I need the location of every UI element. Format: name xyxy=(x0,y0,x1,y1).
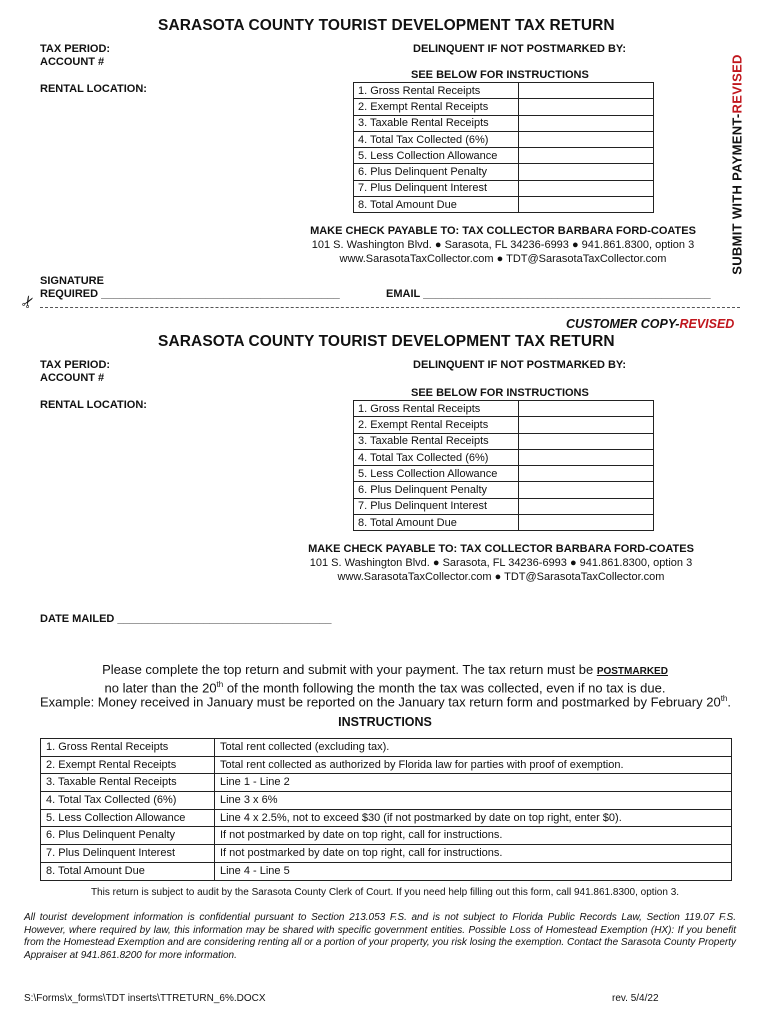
instruction-description: Line 4 x 2.5%, not to exceed $30 (if not postmarked by date on top right, enter $0). xyxy=(215,809,732,827)
instruction-description: Line 3 x 6% xyxy=(215,792,732,810)
calc-line-amount-field[interactable] xyxy=(519,401,654,417)
copy-calc-table xyxy=(353,400,654,531)
calc-line-amount-field[interactable] xyxy=(519,131,654,147)
calc-line-label: 1. Gross Rental Receipts xyxy=(354,401,519,417)
instruction-row xyxy=(41,792,732,810)
calc-line-label: 2. Exempt Rental Receipts xyxy=(354,417,519,433)
instruction-description: Total rent collected as authorized by Florida law for parties with proof of exemption. xyxy=(215,756,732,774)
calc-row xyxy=(354,115,654,131)
scissors-icon: ✂ xyxy=(18,292,40,313)
calc-line-label: 5. Less Collection Allowance xyxy=(354,466,519,482)
notice-line-2: no later than the 20th of the month following the month the tax was collected, even if no tax is due. xyxy=(104,680,666,696)
copy-payable-to: MAKE CHECK PAYABLE TO: TAX COLLECTOR BARBARA FORD-COATES xyxy=(308,543,694,555)
confidential-note: All tourist development information is confidential pursuant to Section 213.053 F.S. and is not subject to Florida Public Records Law, Section 119.07 F.S. However, where required by law, this information may be shared with specific government entities. Possible Loss of Homestead Exemption (HX): If you benefit from the Homestead Exemption and are considering renting all or a portion of your property, you risk losing the exemption. Contact the Sarasota County Property Appraiser at 941.861.8200 for more information. xyxy=(24,912,736,961)
instruction-description: If not postmarked by date on top right, call for instructions. xyxy=(215,845,732,863)
calc-line-amount-field[interactable] xyxy=(519,449,654,465)
instruction-description: If not postmarked by date on top right, call for instructions. xyxy=(215,827,732,845)
calc-line-label: 7. Plus Delinquent Interest xyxy=(354,180,519,196)
return-title: SARASOTA COUNTY TOURIST DEVELOPMENT TAX RETURN xyxy=(158,17,615,34)
calc-line-amount-field[interactable] xyxy=(519,498,654,514)
calc-line-label: 6. Plus Delinquent Penalty xyxy=(354,482,519,498)
customer-copy-title: SARASOTA COUNTY TOURIST DEVELOPMENT TAX RETURN xyxy=(158,333,615,350)
calc-line-label: 4. Total Tax Collected (6%) xyxy=(354,131,519,147)
calc-line-amount-field[interactable] xyxy=(519,417,654,433)
footer-revision: rev. 5/4/22 xyxy=(612,993,659,1004)
notice-line-1: Please complete the top return and submit with your payment. The tax return must be POSTMARKED xyxy=(102,662,668,677)
calc-row xyxy=(354,515,654,531)
calc-row xyxy=(354,498,654,514)
address-line: 101 S. Washington Blvd. ● Sarasota, FL 34236-6993 ● 941.861.8300, option 3 xyxy=(311,239,695,251)
calc-line-label: 4. Total Tax Collected (6%) xyxy=(354,449,519,465)
calc-row xyxy=(354,99,654,115)
calc-row xyxy=(354,449,654,465)
calc-line-label: 1. Gross Rental Receipts xyxy=(354,83,519,99)
calc-row xyxy=(354,148,654,164)
rental-location-label: RENTAL LOCATION: xyxy=(40,83,147,95)
instruction-description: Line 1 - Line 2 xyxy=(215,774,732,792)
calc-line-amount-field[interactable] xyxy=(519,482,654,498)
calc-row xyxy=(354,466,654,482)
instruction-row xyxy=(41,809,732,827)
calc-row xyxy=(354,180,654,196)
notice-line-3: Example: Money received in January must be reported on the January tax return form and postmarked by February 20th. xyxy=(40,694,731,710)
email-field[interactable]: EMAIL _______________________________________________ xyxy=(386,288,711,300)
calc-line-label: 3. Taxable Rental Receipts xyxy=(354,433,519,449)
calc-line-amount-field[interactable] xyxy=(519,433,654,449)
calc-row xyxy=(354,417,654,433)
instructions-heading: INSTRUCTIONS xyxy=(338,715,432,729)
calc-line-label: 2. Exempt Rental Receipts xyxy=(354,99,519,115)
calc-row xyxy=(354,131,654,147)
calc-row xyxy=(354,433,654,449)
instructions-table xyxy=(40,738,732,881)
calc-line-amount-field[interactable] xyxy=(519,148,654,164)
calc-line-label: 7. Plus Delinquent Interest xyxy=(354,498,519,514)
calc-line-amount-field[interactable] xyxy=(519,83,654,99)
copy-account-label: ACCOUNT # xyxy=(40,372,105,384)
calc-line-amount-field[interactable] xyxy=(519,197,654,213)
copy-tax-period-label: TAX PERIOD: xyxy=(40,359,111,371)
copy-rental-location-label: RENTAL LOCATION: xyxy=(40,399,147,411)
web-line: www.SarasotaTaxCollector.com ● TDT@SarasotaTaxCollector.com xyxy=(339,253,667,265)
calc-line-amount-field[interactable] xyxy=(519,515,654,531)
instruction-item: 2. Exempt Rental Receipts xyxy=(41,756,215,774)
signature-required-label: REQUIRED _______________________________________ xyxy=(40,288,340,300)
instruction-row xyxy=(41,862,732,880)
delinquent-label: DELINQUENT IF NOT POSTMARKED BY: xyxy=(413,43,627,55)
instruction-row xyxy=(41,739,732,757)
calc-line-label: 3. Taxable Rental Receipts xyxy=(354,115,519,131)
date-mailed-field[interactable]: DATE MAILED ___________________________________ xyxy=(40,613,332,625)
customer-copy-label: CUSTOMER COPY-REVISED xyxy=(566,317,735,331)
instruction-description: Total rent collected (excluding tax). xyxy=(215,739,732,757)
copy-see-below-label: SEE BELOW FOR INSTRUCTIONS xyxy=(411,387,589,399)
calc-row xyxy=(354,83,654,99)
calc-row xyxy=(354,197,654,213)
calc-line-label: 8. Total Amount Due xyxy=(354,197,519,213)
copy-web-line: www.SarasotaTaxCollector.com ● TDT@SarasotaTaxCollector.com xyxy=(337,571,665,583)
calc-line-amount-field[interactable] xyxy=(519,180,654,196)
instruction-item: 7. Plus Delinquent Interest xyxy=(41,845,215,863)
calc-line-amount-field[interactable] xyxy=(519,115,654,131)
instruction-row xyxy=(41,756,732,774)
calc-line-label: 6. Plus Delinquent Penalty xyxy=(354,164,519,180)
payable-to: MAKE CHECK PAYABLE TO: TAX COLLECTOR BARBARA FORD-COATES xyxy=(310,225,696,237)
instruction-item: 8. Total Amount Due xyxy=(41,862,215,880)
instruction-description: Line 4 - Line 5 xyxy=(215,862,732,880)
calc-line-amount-field[interactable] xyxy=(519,164,654,180)
instruction-item: 5. Less Collection Allowance xyxy=(41,809,215,827)
see-below-label: SEE BELOW FOR INSTRUCTIONS xyxy=(411,69,589,81)
cut-line xyxy=(40,307,740,308)
instruction-item: 4. Total Tax Collected (6%) xyxy=(41,792,215,810)
instruction-row xyxy=(41,774,732,792)
instruction-item: 1. Gross Rental Receipts xyxy=(41,739,215,757)
signature-label: SIGNATURE xyxy=(40,275,104,287)
instruction-item: 6. Plus Delinquent Penalty xyxy=(41,827,215,845)
account-label: ACCOUNT # xyxy=(40,56,105,68)
calc-line-label: 8. Total Amount Due xyxy=(354,515,519,531)
instruction-row xyxy=(41,827,732,845)
audit-note: This return is subject to audit by the Sarasota County Clerk of Court. If you need help filling out this form, call 941.861.8300, option 3. xyxy=(90,887,680,898)
footer-file-path: S:\Forms\x_forms\TDT inserts\TTRETURN_6%.DOCX xyxy=(24,993,266,1004)
signature-line[interactable]: _______________________________________ xyxy=(101,288,340,300)
copy-delinquent-label: DELINQUENT IF NOT POSTMARKED BY: xyxy=(413,359,627,371)
instruction-row xyxy=(41,845,732,863)
calc-row xyxy=(354,164,654,180)
instruction-item: 3. Taxable Rental Receipts xyxy=(41,774,215,792)
tax-period-label: TAX PERIOD: xyxy=(40,43,111,55)
calc-line-amount-field[interactable] xyxy=(519,99,654,115)
calc-row xyxy=(354,482,654,498)
copy-address-line: 101 S. Washington Blvd. ● Sarasota, FL 34236-6993 ● 941.861.8300, option 3 xyxy=(309,557,693,569)
calc-row xyxy=(354,401,654,417)
calc-line-label: 5. Less Collection Allowance xyxy=(354,148,519,164)
return-calc-table xyxy=(353,82,654,213)
calc-line-amount-field[interactable] xyxy=(519,466,654,482)
submit-with-payment-side-label: SUBMIT WITH PAYMENT-REVISED xyxy=(729,53,745,275)
